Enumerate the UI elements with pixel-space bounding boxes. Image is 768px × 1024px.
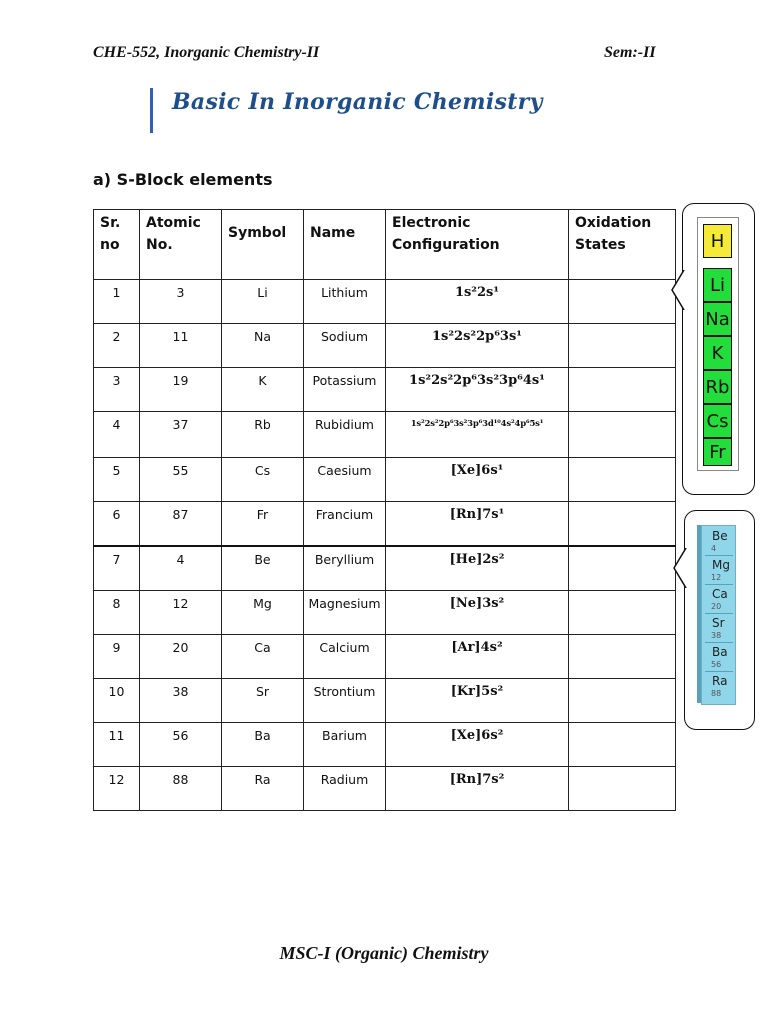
element-tile-sr: Sr 38 [705, 615, 733, 643]
cell-config: [Xe]6s² [386, 723, 569, 767]
cell-config: [Rn]7s¹ [386, 502, 569, 547]
element-tile-h: H [703, 224, 732, 258]
cell-config: 1s²2s²2p⁶3s²3p⁶3d¹⁰4s²4p⁶5s¹ [386, 412, 569, 458]
header-course: CHE-552, Inorganic Chemistry-II [93, 44, 320, 61]
cell-atomic: 19 [140, 368, 222, 412]
cell-config: [He]2s² [386, 546, 569, 591]
group1-element-strip [697, 217, 739, 471]
cell-sr: 2 [94, 324, 140, 368]
cell-sr: 9 [94, 635, 140, 679]
header-electronic-configuration: Electronic Configuration [386, 210, 569, 280]
cell-oxidation [569, 368, 676, 412]
cell-config: [Ne]3s² [386, 591, 569, 635]
cell-symbol: Na [222, 324, 304, 368]
title-accent-bar [150, 88, 153, 133]
cell-atomic: 3 [140, 280, 222, 324]
cell-config: 1s²2s²2p⁶3s²3p⁶4s¹ [386, 368, 569, 412]
cell-atomic: 38 [140, 679, 222, 723]
cell-atomic: 4 [140, 546, 222, 591]
cell-symbol: Li [222, 280, 304, 324]
table-row [94, 591, 676, 635]
table-row [94, 723, 676, 767]
cell-name: Beryllium [304, 546, 386, 591]
cell-sr: 11 [94, 723, 140, 767]
cell-symbol: Ra [222, 767, 304, 811]
cell-oxidation [569, 458, 676, 502]
cell-atomic: 55 [140, 458, 222, 502]
element-tile-ra: Ra 88 [711, 674, 728, 698]
cell-symbol: Fr [222, 502, 304, 547]
cell-config: [Ar]4s² [386, 635, 569, 679]
cell-oxidation [569, 591, 676, 635]
header-semester: Sem:-II [604, 44, 656, 61]
cell-oxidation [569, 723, 676, 767]
element-tile-ca: Ca 20 [705, 586, 733, 614]
cell-name: Rubidium [304, 412, 386, 458]
cell-symbol: Mg [222, 591, 304, 635]
cell-sr: 4 [94, 412, 140, 458]
element-tile-fr: Fr [703, 438, 732, 466]
table-row [94, 368, 676, 412]
cell-oxidation [569, 502, 676, 547]
header-sr-no: Sr. no [94, 210, 140, 280]
cell-symbol: Cs [222, 458, 304, 502]
cell-sr: 12 [94, 767, 140, 811]
s-block-table [93, 209, 676, 811]
header-symbol: Symbol [222, 210, 304, 280]
cell-name: Sodium [304, 324, 386, 368]
table-row [94, 546, 676, 591]
cell-name: Calcium [304, 635, 386, 679]
element-tile-k: K [703, 336, 732, 370]
group2-bracket-pointer [672, 548, 688, 588]
cell-oxidation [569, 767, 676, 811]
page-footer: MSC-I (Organic) Chemistry [279, 943, 489, 963]
group2-element-strip [701, 525, 736, 705]
element-tile-rb: Rb [703, 370, 732, 404]
group1-bracket-pointer [670, 270, 686, 310]
cell-sr: 7 [94, 546, 140, 591]
cell-name: Strontium [304, 679, 386, 723]
cell-symbol: Be [222, 546, 304, 591]
table-row [94, 767, 676, 811]
table-row [94, 458, 676, 502]
cell-symbol: Sr [222, 679, 304, 723]
header-oxidation-states: Oxidation States [569, 210, 676, 280]
cell-name: Potassium [304, 368, 386, 412]
cell-sr: 10 [94, 679, 140, 723]
header-name: Name [304, 210, 386, 280]
table-header-row [94, 210, 676, 280]
cell-atomic: 11 [140, 324, 222, 368]
cell-oxidation [569, 546, 676, 591]
cell-atomic: 37 [140, 412, 222, 458]
cell-atomic: 88 [140, 767, 222, 811]
cell-name: Magnesium [304, 591, 386, 635]
element-tile-li: Li [703, 268, 732, 302]
cell-atomic: 12 [140, 591, 222, 635]
cell-oxidation [569, 280, 676, 324]
cell-sr: 3 [94, 368, 140, 412]
page-title: Basic In Inorganic Chemistry [172, 89, 543, 115]
cell-config: [Xe]6s¹ [386, 458, 569, 502]
cell-name: Francium [304, 502, 386, 547]
element-tile-mg: Mg 12 [705, 557, 733, 585]
table-row [94, 679, 676, 723]
element-tile-be: Be 4 [705, 528, 733, 556]
cell-atomic: 20 [140, 635, 222, 679]
cell-oxidation [569, 324, 676, 368]
cell-config: 1s²2s²2p⁶3s¹ [386, 324, 569, 368]
header-atomic-no: Atomic No. [140, 210, 222, 280]
element-tile-cs: Cs [703, 404, 732, 438]
table-row [94, 412, 676, 458]
table-row [94, 324, 676, 368]
cell-config: 1s²2s¹ [386, 280, 569, 324]
section-heading: a) S-Block elements [93, 170, 273, 189]
table-row [94, 502, 676, 547]
table-row [94, 635, 676, 679]
cell-symbol: Rb [222, 412, 304, 458]
cell-symbol: Ba [222, 723, 304, 767]
element-tile-na: Na [703, 302, 732, 336]
table-row [94, 280, 676, 324]
element-tile-ba: Ba 56 [705, 644, 733, 672]
cell-sr: 6 [94, 502, 140, 547]
cell-symbol: Ca [222, 635, 304, 679]
cell-name: Lithium [304, 280, 386, 324]
cell-sr: 5 [94, 458, 140, 502]
cell-name: Caesium [304, 458, 386, 502]
cell-oxidation [569, 635, 676, 679]
cell-name: Radium [304, 767, 386, 811]
cell-oxidation [569, 412, 676, 458]
cell-sr: 8 [94, 591, 140, 635]
cell-oxidation [569, 679, 676, 723]
cell-atomic: 87 [140, 502, 222, 547]
cell-config: [Kr]5s² [386, 679, 569, 723]
cell-name: Barium [304, 723, 386, 767]
cell-config: [Rn]7s² [386, 767, 569, 811]
cell-sr: 1 [94, 280, 140, 324]
cell-atomic: 56 [140, 723, 222, 767]
cell-symbol: K [222, 368, 304, 412]
